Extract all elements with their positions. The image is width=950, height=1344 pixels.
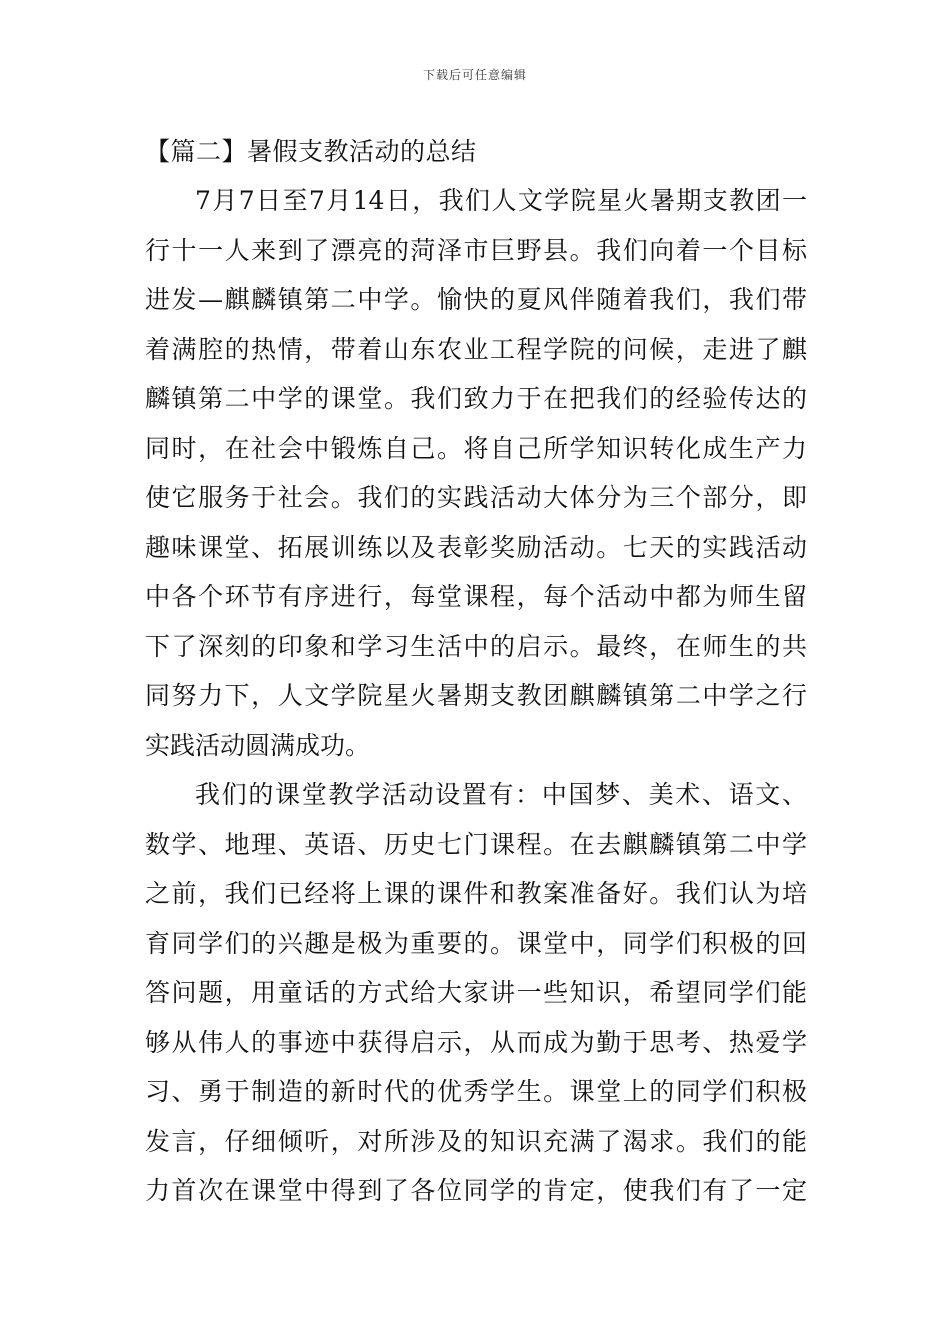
text-line: 行十一人来到了漂亮的菏泽市巨野县。我们向着一个目标 — [145, 235, 807, 265]
document-body — [145, 128, 807, 1216]
paragraph-2 — [145, 770, 807, 1216]
text-line: 育同学们的兴趣是极为重要的。课堂中，同学们积极的回 — [145, 928, 807, 958]
text-line: 数学、地理、英语、历史七门课程。在去麒麟镇第二中学 — [145, 829, 807, 859]
text-line: 7月7日至7月14日，我们人文学院星火暑期支教团一 — [195, 186, 807, 215]
text-line: 下了深刻的印象和学习生活中的启示。最终，在师生的共 — [145, 631, 807, 661]
text-line: 力首次在课堂中得到了各位同学的肯定，使我们有了一定 — [145, 1176, 807, 1205]
text-line: 发言，仔细倾听，对所涉及的知识充满了渴求。我们的能 — [145, 1126, 807, 1156]
text-line: 进发—麒麟镇第二中学。愉快的夏风伴随着我们，我们带 — [145, 285, 807, 314]
document-title: 【篇二】暑假支教活动的总结 — [145, 137, 477, 166]
text-line: 同努力下，人文学院星火暑期支教团麒麟镇第二中学之行 — [145, 681, 807, 710]
text-line: 我们的课堂教学活动设置有：中国梦、美术、语文、 — [195, 780, 807, 809]
text-line: 够从伟人的事迹中获得启示，从而成为勤于思考、热爱学 — [145, 1027, 807, 1057]
text-line: 趣味课堂、拓展训练以及表彰奖励活动。七天的实践活动 — [145, 532, 807, 562]
text-line: 着满腔的热情，带着山东农业工程学院的问候，走进了麒 — [145, 334, 807, 364]
text-line: 麟镇第二中学的课堂。我们致力于在把我们的经验传达的 — [145, 384, 807, 413]
text-line: 实践活动圆满成功。 — [145, 730, 371, 760]
text-line: 答问题，用童话的方式给大家讲一些知识，希望同学们能 — [145, 978, 807, 1007]
text-line: 习、勇于制造的新时代的优秀学生。课堂上的同学们积极 — [145, 1077, 807, 1106]
text-line: 中各个环节有序进行，每堂课程，每个活动中都为师生留 — [145, 582, 807, 611]
text-line: 使它服务于社会。我们的实践活动大体分为三个部分，即 — [145, 483, 807, 512]
text-line: 之前，我们已经将上课的课件和教案准备好。我们认为培 — [145, 879, 807, 908]
header-note: 下载后可任意编辑 — [422, 68, 527, 82]
paragraph-1 — [145, 176, 807, 770]
text-line: 同时，在社会中锻炼自己。将自己所学知识转化成生产力 — [145, 433, 807, 463]
